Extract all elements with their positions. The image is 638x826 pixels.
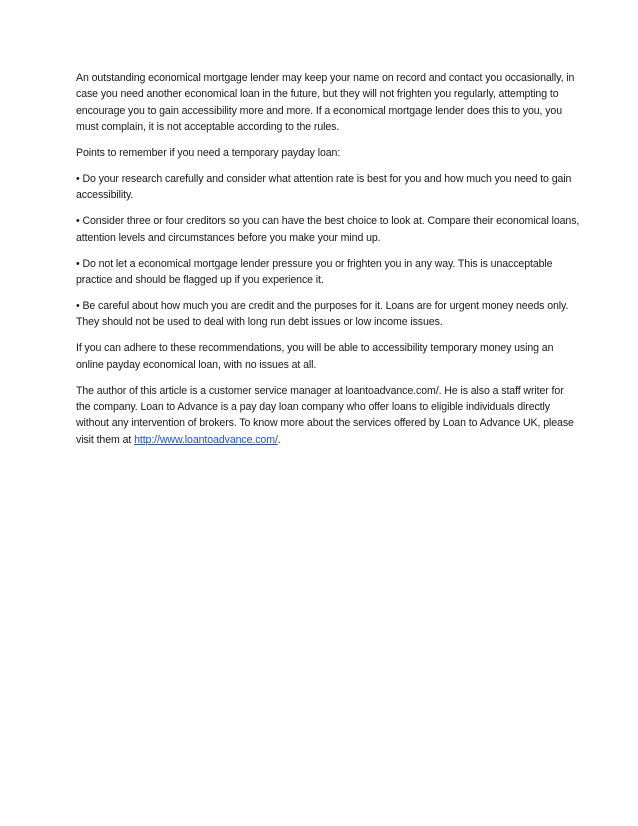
bullet-creditors: • Consider three or four creditors so you can have the best choice to look at. Compare their economical loans, attention levels and circumstances before you make your mind up.	[76, 215, 580, 244]
author-end: .	[277, 433, 281, 446]
paragraph-author	[76, 383, 580, 449]
author-text: The author of this article is a customer service manager at loantoadvance.com/. He is also a staff writer for the company. Loan to Advance is a pay day loan company who offer loans to eligible individuals directly without any intervention of brokers. To know more about the services offered by Loan to Advance UK, please visit them at	[76, 384, 574, 446]
bullet-careful: • Be careful about how much you are credit and the purposes for it. Loans are for urgent money needs only. They should not be used to deal with long run debt issues or low income issues.	[76, 299, 569, 329]
paragraph-lender-contact: An outstanding economical mortgage lender may keep your name on record and contact you occasionally, in case you need another economical loan in the future, but they will not frighten you regularly, attempting to encourage you to gain accessibility more and more. If a economical mortgage lender does this to you, you must complain, it is not acceptable according to the rules.	[76, 72, 575, 134]
paragraph-recommendations: If you can adhere to these recommendations, you will be able to accessibility temporary money using an online payday economical loan, with no issues at all.	[76, 342, 554, 371]
author-link[interactable]: http://www.loantoadvance.com/	[134, 433, 278, 446]
paragraph-points-heading: Points to remember if you need a temporary payday loan:	[76, 147, 341, 160]
bullet-research: • Do your research carefully and consider what attention rate is best for you and how much you need to gain accessibility.	[76, 173, 572, 202]
bullet-pressure: • Do not let a economical mortgage lender pressure you or frighten you in any way. This is unacceptable practice and should be flagged up if you experience it.	[76, 257, 553, 287]
